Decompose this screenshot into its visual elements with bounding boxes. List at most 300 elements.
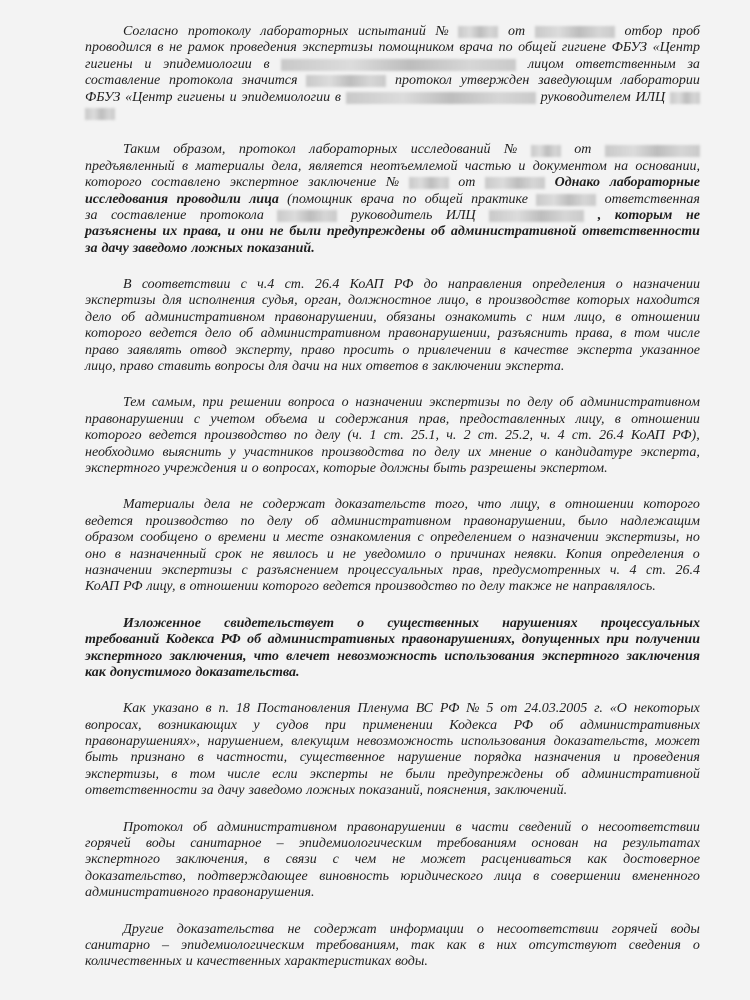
text-line (85, 852, 700, 868)
text: признано (130, 750, 186, 766)
text: Протокол (123, 819, 183, 835)
text: правонарушениях», (85, 734, 200, 750)
text: – (276, 836, 284, 852)
text: врача (459, 40, 493, 56)
text: Копия (565, 546, 602, 562)
text: которые (323, 460, 376, 476)
text: – (162, 937, 170, 953)
text: 1 (369, 428, 377, 444)
text: за (85, 207, 98, 223)
text: ознакомления (330, 530, 411, 546)
text: также (508, 579, 552, 595)
bold-text: , (597, 207, 602, 223)
text: влекущим (291, 734, 350, 750)
text: объема (265, 411, 308, 427)
text: нарушение (397, 750, 462, 766)
text: до (423, 277, 438, 293)
text: назначении (632, 277, 700, 293)
text-line (85, 954, 700, 970)
text: отвод (189, 342, 227, 358)
text: них (496, 937, 517, 953)
text: ст. (477, 428, 498, 444)
text-line (85, 428, 700, 444)
text-line (85, 343, 700, 359)
text: дачи (292, 359, 320, 375)
text: ложных (306, 783, 355, 799)
text: виновность (319, 868, 389, 884)
bold-text: получении (635, 632, 700, 648)
redacted-text (306, 75, 386, 87)
text: об (121, 309, 136, 325)
bold-text: Изложенное (123, 615, 201, 631)
text: 25.2, (505, 428, 534, 444)
text: частности, (216, 750, 288, 766)
bold-text: были (289, 224, 321, 240)
paragraph (85, 701, 700, 799)
text: ст. (284, 277, 305, 293)
text: эксперта (576, 342, 633, 358)
text: экспертизы, (605, 530, 680, 546)
text: как (446, 937, 467, 953)
paragraph (85, 142, 700, 257)
text: разъяснить (497, 326, 568, 342)
text: экспертизы (85, 293, 156, 309)
text: административном (331, 513, 451, 529)
bold-text: экспертного (541, 648, 620, 664)
text: ответственная (604, 191, 700, 207)
text: ознакомить (445, 309, 517, 325)
text: и (613, 750, 621, 766)
text: оно (85, 546, 106, 562)
text: обязаны (386, 309, 436, 325)
text: лицо, (85, 359, 116, 375)
text: гигиене (561, 40, 607, 56)
text: основании, (635, 158, 700, 174)
text: о (692, 546, 700, 562)
text: с (526, 309, 533, 325)
text: ИЛЦ (635, 89, 666, 105)
redacted-text (281, 59, 516, 71)
text: г. (594, 701, 603, 717)
text: дачу (217, 783, 245, 799)
text: назначении (85, 562, 153, 578)
text: с (332, 852, 339, 868)
text: о (402, 342, 410, 358)
text: горячей (85, 836, 131, 852)
text: лабораторных (309, 142, 398, 158)
text: ставить (157, 359, 211, 375)
text: требованиям (436, 836, 517, 852)
text: производство (374, 579, 458, 595)
text-line (85, 159, 700, 175)
text: лаборатории (620, 73, 700, 89)
text: ведется (322, 579, 371, 595)
text: указанное (640, 342, 700, 358)
text: административном (144, 309, 265, 325)
text: некоторых (633, 701, 700, 717)
bold-text: их (162, 224, 178, 240)
bold-text: требований (85, 632, 160, 648)
bold-text: об (247, 632, 262, 648)
text: за (687, 56, 700, 72)
text: вопроса (288, 395, 335, 411)
text: нарушением, (207, 734, 284, 750)
redacted-text (670, 92, 700, 104)
bold-text: показаний. (246, 240, 315, 256)
text: лицу, (146, 579, 176, 595)
text: и (144, 56, 152, 72)
text: протокол (395, 73, 452, 89)
bold-text: влечет (286, 648, 330, 664)
text: правонарушении (346, 819, 446, 835)
text: качественных (196, 954, 281, 970)
text: и (317, 411, 325, 427)
text: 4 (629, 562, 637, 578)
text-line (85, 106, 700, 122)
text: 25.1, (410, 428, 439, 444)
bold-text: они (241, 224, 264, 240)
text: должностное (348, 293, 432, 309)
text: по (498, 40, 513, 56)
bold-text: лабораторные (609, 175, 700, 191)
text: не (342, 546, 356, 562)
text: № (385, 175, 400, 191)
text: количественных (85, 954, 182, 970)
text-line (85, 445, 700, 461)
bold-text: дачу (101, 240, 129, 256)
text: административном (580, 395, 700, 411)
text: сведения (628, 937, 681, 953)
text: времени (218, 530, 267, 546)
text: в (334, 89, 341, 105)
bold-text: при (606, 632, 629, 648)
text: в (422, 359, 429, 375)
text: которого (85, 428, 142, 444)
text: правонарушении, (274, 309, 377, 325)
text: при (324, 717, 346, 733)
text: доказательство, (85, 868, 186, 884)
bold-text: экспертного (85, 648, 163, 664)
text: экспертизы (302, 40, 373, 56)
text: их (467, 444, 482, 460)
text: ведется (148, 428, 197, 444)
text: о (204, 530, 212, 546)
text: экспертизы (161, 562, 232, 578)
text: протоколу (187, 24, 251, 39)
text: о (581, 819, 589, 835)
bold-text: Кодекса (165, 632, 215, 648)
text: 26.4 (675, 562, 700, 578)
text: при (202, 395, 224, 411)
text: невозможность (356, 734, 454, 750)
text: по (240, 513, 255, 529)
bold-text: допущенных (521, 632, 600, 648)
text: проб (672, 24, 700, 39)
text: о (476, 921, 484, 937)
text: пояснения, (427, 783, 491, 799)
text-line (85, 938, 700, 954)
text: 4 (557, 428, 565, 444)
text-line (85, 40, 700, 56)
bold-text: невозможность (337, 648, 438, 664)
text: того, (434, 497, 469, 513)
bold-text: административных (267, 632, 396, 648)
text: дело (205, 326, 232, 342)
text: В (123, 277, 132, 293)
text: Кодекса (449, 717, 498, 733)
text: орган, (304, 293, 342, 309)
text: информации (389, 921, 464, 937)
paragraph (85, 922, 700, 971)
text: испытаний (357, 24, 426, 39)
text: Таким (123, 142, 160, 158)
text: разъяснением (257, 562, 339, 578)
text: эпидемиологическим (298, 836, 422, 852)
text: и (229, 89, 237, 105)
text: Постановления (256, 701, 351, 717)
text: в (197, 750, 204, 766)
text: заявлять (127, 342, 182, 358)
text: лицу, (510, 497, 540, 513)
text: (ч. (347, 428, 363, 444)
text: были (405, 766, 436, 782)
bold-text: не (269, 224, 284, 240)
text: экспертного (85, 852, 160, 868)
text: от (500, 701, 518, 717)
text: производство (145, 513, 229, 529)
bold-text: как (85, 664, 106, 680)
text: гигиены (85, 56, 133, 72)
bold-text: заключения (626, 648, 700, 664)
text: образом (85, 530, 134, 546)
text: «Центр (652, 40, 700, 56)
text: РФ (439, 701, 460, 717)
text: документом (532, 158, 607, 174)
text: 2 (463, 428, 471, 444)
text: производстве (488, 293, 571, 309)
text: определением (430, 530, 512, 546)
text: об (555, 766, 570, 782)
text: и (185, 954, 193, 970)
text: и (518, 158, 526, 174)
text: ст. (571, 428, 592, 444)
text-line (85, 326, 700, 342)
text: надлежащим (620, 513, 700, 529)
text: расцениваться (481, 852, 572, 868)
text: которых (576, 293, 630, 309)
text: не (287, 921, 301, 937)
text: воды (145, 836, 176, 852)
text: лицо, (438, 293, 469, 309)
bold-text: об (430, 224, 445, 240)
text: прав, (418, 411, 450, 427)
text: причинах (450, 546, 506, 562)
text: 26.4 (314, 277, 340, 293)
text: ч. (540, 428, 551, 444)
text: гигиены (177, 89, 225, 105)
text: быть (433, 460, 467, 476)
bold-text: права, (183, 224, 222, 240)
text: мнение (489, 444, 532, 460)
text: учреждения (163, 460, 237, 476)
text: качестве (514, 342, 569, 358)
text: лабораторных (260, 24, 349, 39)
text: в (475, 293, 482, 309)
text: вопросы (214, 359, 265, 375)
text: по (506, 395, 521, 411)
text: решении (230, 395, 282, 411)
text: право (300, 342, 335, 358)
text: протокола (199, 207, 264, 223)
redacted-text (458, 26, 498, 38)
text: врача (360, 191, 395, 207)
text: сообщено (140, 530, 198, 546)
paragraph (85, 395, 700, 477)
text: в (263, 852, 270, 868)
text-line (85, 192, 700, 208)
text: судов (276, 717, 309, 733)
text: чем (354, 852, 377, 868)
bold-text: заключения, (169, 648, 247, 664)
redacted-text (485, 177, 545, 189)
text: 26.4 (599, 428, 624, 444)
text: существенное (299, 750, 385, 766)
text: лица (494, 868, 522, 884)
text: Материалы (123, 497, 195, 513)
text: ведется (149, 326, 198, 342)
text-line (85, 530, 700, 546)
text: ст. (645, 562, 666, 578)
text: процессуальных (347, 562, 443, 578)
text: руководителем (540, 89, 631, 105)
text: лицо, (574, 309, 606, 325)
bold-text: Однако (554, 175, 600, 191)
text: административных (579, 717, 700, 733)
text: экспертное (229, 175, 299, 191)
bold-text: правонарушениях, (401, 632, 516, 648)
text: помощником (378, 40, 454, 56)
text-line (85, 497, 700, 513)
text: в (615, 309, 622, 325)
text: «О (609, 701, 627, 717)
bold-text: ложных (191, 240, 243, 256)
redacted-text (535, 26, 615, 38)
text: заключений. (494, 783, 568, 799)
text: горячей (611, 921, 658, 937)
redacted-text (489, 210, 584, 222)
text: право (85, 342, 119, 358)
text: указано (152, 701, 199, 717)
paragraph (85, 497, 700, 595)
text: ФБУЗ (85, 89, 121, 105)
text: лицу, (575, 411, 605, 427)
redacted-text (605, 145, 700, 157)
bold-text: РФ (220, 632, 241, 648)
text: совершении (550, 868, 621, 884)
text: экспертом. (540, 460, 608, 476)
text: не (169, 40, 183, 56)
text: РФ (123, 579, 143, 595)
text: отношении (189, 579, 259, 595)
text: отношении (564, 497, 634, 513)
text: юридического (400, 868, 483, 884)
text: уведомило (364, 546, 426, 562)
text: выяснить (162, 444, 222, 460)
text: отсутствуют (528, 937, 617, 953)
bold-text: доказательства. (195, 664, 300, 680)
text-line (85, 142, 700, 158)
text: руководитель (351, 207, 433, 223)
text-line (85, 701, 700, 717)
text: производства (321, 444, 404, 460)
text: протокол (238, 142, 296, 158)
text: результатах (622, 836, 700, 852)
text: о (251, 460, 259, 476)
text: ФБУЗ (611, 40, 647, 56)
text: ведется (85, 513, 134, 529)
bold-text: допустимого (109, 664, 192, 680)
text: было (577, 513, 608, 529)
text: том (634, 326, 660, 342)
text: по (402, 191, 417, 207)
text: не (380, 766, 394, 782)
text: административной (581, 766, 700, 782)
text: санитарное (190, 836, 262, 852)
text: протокола (169, 73, 234, 89)
text: образом, (173, 142, 226, 158)
text-line (85, 869, 700, 885)
bold-text: ответственности (582, 224, 700, 240)
bold-text: не (685, 207, 700, 223)
bold-text: свидетельствует (224, 615, 334, 631)
text: Пленума (357, 701, 409, 717)
text: которого (85, 175, 142, 191)
text: значится (241, 73, 298, 89)
redacted-text (346, 92, 536, 104)
text: право (119, 359, 154, 375)
text-line (85, 224, 700, 240)
text: для (162, 293, 182, 309)
text: 24.03.2005 (524, 701, 588, 717)
text: вмененного (632, 868, 700, 884)
text: лицом (528, 56, 564, 72)
text: характеристиках (284, 954, 392, 970)
text: подтверждающее (197, 868, 308, 884)
text-line (85, 718, 700, 734)
paragraph (85, 277, 700, 375)
text-line (85, 412, 700, 428)
text: п. (218, 701, 229, 717)
document-page (85, 24, 700, 991)
text: содержат (262, 497, 326, 513)
text: дела, (271, 158, 302, 174)
text: может (421, 852, 466, 868)
text: месте (286, 530, 324, 546)
text: делу (266, 513, 293, 529)
text: Как (123, 701, 146, 717)
text: является (308, 158, 363, 174)
bold-text: существенных (387, 615, 479, 631)
text: о (539, 444, 547, 460)
text: том (189, 766, 216, 782)
text: заведомо (248, 783, 303, 799)
text: участников (243, 444, 314, 460)
text-line (85, 277, 700, 293)
text: так (410, 937, 435, 953)
bold-text: использования (444, 648, 535, 664)
text: что (477, 497, 502, 513)
text: быть (85, 750, 119, 766)
